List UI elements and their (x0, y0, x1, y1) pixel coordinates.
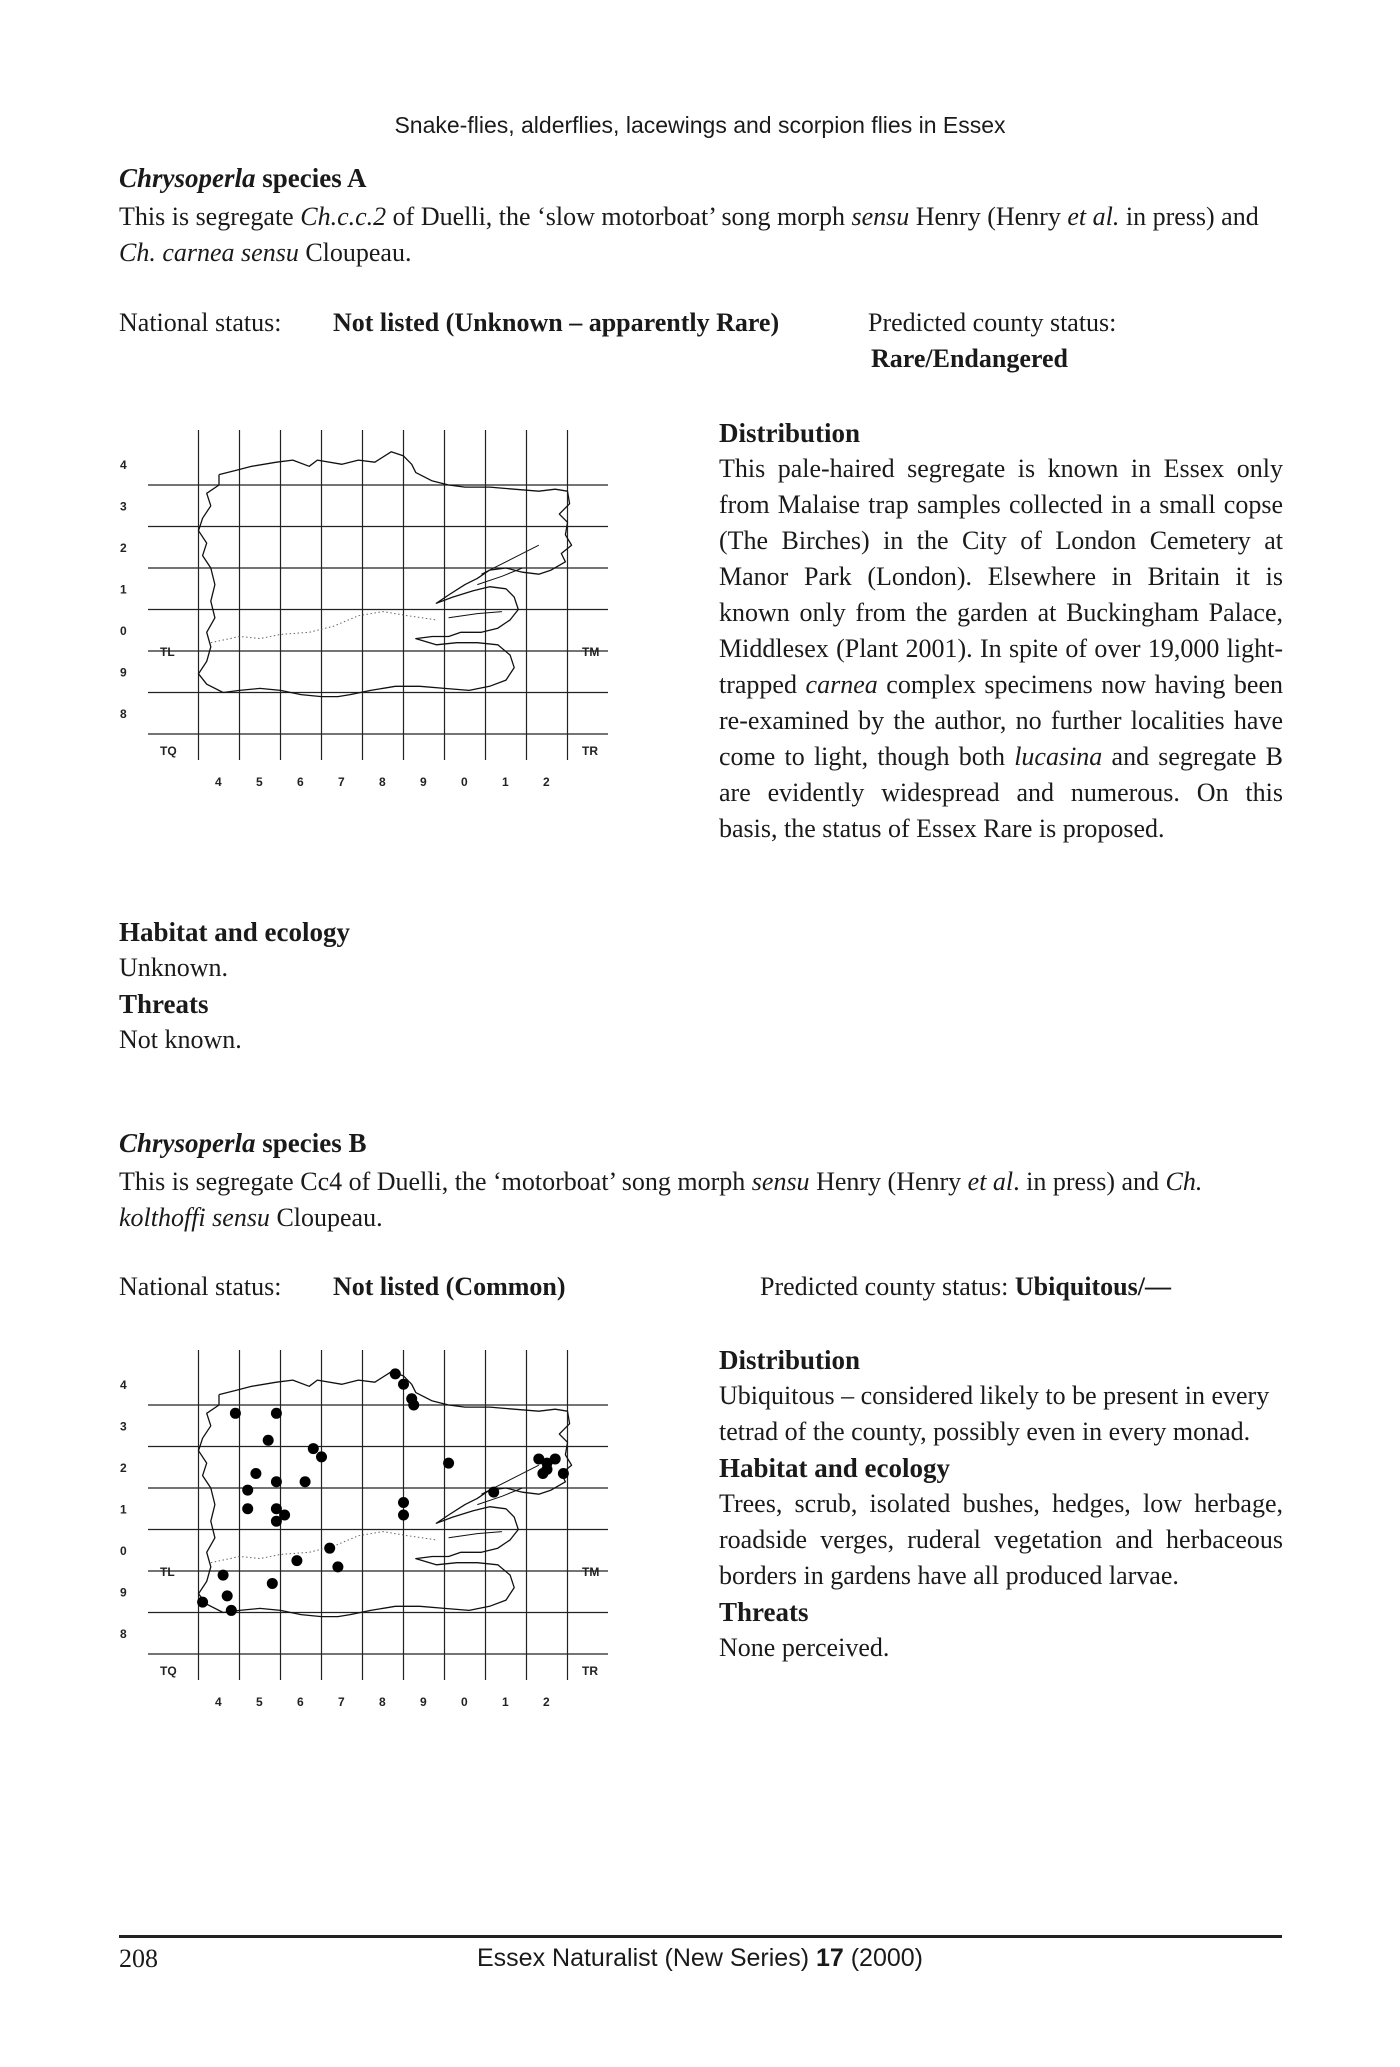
easting-label: 5 (256, 1695, 263, 1709)
easting-label: 6 (297, 775, 304, 789)
footer-rule (119, 1935, 1282, 1938)
grid-square-label-tm: TM (582, 1565, 600, 1579)
grid-square-label-tr: TR (582, 1664, 598, 1678)
record-dot (291, 1555, 302, 1566)
easting-label: 1 (502, 1695, 509, 1709)
easting-label: 2 (543, 1695, 550, 1709)
record-dot (271, 1408, 282, 1419)
species-a-threats-heading: Threats (119, 989, 209, 1019)
estuary-line (477, 568, 522, 585)
record-dot (242, 1485, 253, 1496)
running-title: Snake-flies, alderflies, lacewings and scorpion flies in Essex (394, 112, 1006, 138)
record-dot (308, 1443, 319, 1454)
species-a-county-value: Rare/Endangered (871, 344, 1068, 373)
species-b-national-value: Not listed (Common) (333, 1272, 566, 1301)
italic-run: carnea (805, 670, 878, 699)
journal-year: (2000) (843, 1944, 923, 1972)
grid-square-label-tr: TR (582, 744, 598, 758)
species-a-threats-text: Not known. (119, 1025, 242, 1054)
northing-label: 8 (120, 1627, 127, 1641)
italic-run: et al. (1067, 202, 1120, 231)
northing-label: 2 (120, 541, 127, 555)
species-b-habitat-text: Trees, scrub, isolated bushes, hedges, low herbage, roadside verges, ruderal vegetation and herbaceous borders in gardens have all produced larvae. (719, 1489, 1283, 1590)
species-b-intro (119, 1164, 1284, 1236)
vice-county-boundary (211, 612, 436, 643)
species-b-county-value: Ubiquitous/— (1014, 1272, 1171, 1301)
record-dot (324, 1543, 335, 1554)
grid-square-label-tq: TQ (160, 1664, 177, 1678)
easting-label: 8 (379, 1695, 386, 1709)
text-run: complex specimens now having been re-examined by the author, no further localities have come to light, though both (719, 670, 1283, 771)
grid-square-label-tl: TL (160, 645, 175, 659)
record-dot (263, 1435, 274, 1446)
record-dot (197, 1597, 208, 1608)
grid-square-label-tm: TM (582, 645, 600, 659)
easting-label: 4 (215, 1695, 222, 1709)
record-dot (230, 1408, 241, 1419)
record-dot (443, 1458, 454, 1469)
species-a-county-label: Predicted county status: (868, 308, 1117, 337)
record-dot (390, 1368, 401, 1379)
record-dot (218, 1570, 229, 1581)
species-b-county-label: Predicted county status: (760, 1272, 1015, 1301)
northing-label: 0 (120, 1544, 127, 1558)
grid-square-label-tl: TL (160, 1565, 175, 1579)
record-dot (398, 1509, 409, 1520)
species-b-distribution-text: Ubiquitous – considered likely to be present in every tetrad of the county, possibly even in every monad. (719, 1381, 1270, 1446)
species-b-title (119, 1128, 367, 1159)
species-b-national-label: National status: (119, 1272, 282, 1301)
northing-label: 9 (120, 1585, 127, 1600)
species-a-habitat-text: Unknown. (119, 953, 229, 982)
northing-label: 4 (120, 458, 127, 472)
record-dot (398, 1497, 409, 1508)
record-dot (488, 1487, 499, 1498)
species-b-habitat-heading: Habitat and ecology (719, 1453, 951, 1483)
italic-run: et al (967, 1167, 1014, 1196)
record-dot (222, 1590, 233, 1601)
easting-label: 9 (420, 1695, 427, 1709)
text-run: This is segregate Cc4 of Duelli, the ‘motorboat’ song morph (119, 1167, 752, 1196)
estuary-line (477, 1488, 522, 1505)
easting-label: 4 (215, 775, 222, 789)
species-a-title (119, 163, 367, 194)
record-dot (242, 1503, 253, 1514)
easting-label: 0 (461, 1695, 468, 1709)
map-content (120, 1350, 608, 1709)
county-boundary (199, 1372, 572, 1617)
record-dot (300, 1476, 311, 1487)
italic-run: Ch. kolthoffi sensu (119, 1167, 1203, 1232)
text-run: This pale-haired segregate is known in Essex only from Malaise trap samples collected in a small copse (The Birches) in the City of London Cemetery at Manor Park (London). Elsewhere in Britain it is known only from the garden at Buckingham Palace, Middlesex (Plant 2001). In spite of over 19,000 light-trapped (719, 454, 1283, 699)
species-a-distribution-heading: Distribution (719, 418, 861, 448)
easting-label: 0 (461, 775, 468, 789)
species-b-distribution-map (118, 1350, 688, 1820)
italic-run: sensu (751, 1167, 810, 1196)
record-dot (550, 1453, 561, 1464)
species-a-distribution-map (118, 430, 688, 900)
northing-label: 0 (120, 624, 127, 638)
easting-label: 1 (502, 775, 509, 789)
italic-run: Ch.c.c.2 (300, 202, 387, 231)
northing-label: 1 (120, 1502, 127, 1517)
species-a-intro (119, 199, 1284, 271)
species-a-national-value: Not listed (Unknown – apparently Rare) (333, 308, 780, 337)
record-dot (332, 1561, 343, 1572)
record-dot (267, 1578, 278, 1589)
text-run: Henry (Henry (909, 202, 1068, 231)
easting-label: 6 (297, 1695, 304, 1709)
species-b-genus: Chrysoperla (119, 1128, 256, 1158)
easting-label: 9 (420, 775, 427, 789)
species-a-habitat-heading: Habitat and ecology (119, 917, 351, 947)
text-run: in press) and (1119, 202, 1259, 231)
northing-label: 2 (120, 1461, 127, 1475)
text-run: Cloupeau. (269, 1203, 383, 1232)
text-run: Henry (Henry (809, 1167, 968, 1196)
text-run: of Duelli, the ‘slow motorboat’ song morph (386, 202, 852, 231)
italic-run: lucasina (1014, 742, 1103, 771)
record-dot (316, 1451, 327, 1462)
record-dot (558, 1468, 569, 1479)
record-dot (250, 1468, 261, 1479)
text-run: Cloupeau. (298, 238, 412, 267)
text-run: and segregate B are evidently widespread and numerous. On this basis, the status of Essex Rare is proposed. (719, 742, 1283, 843)
record-dot (537, 1468, 548, 1479)
record-dot (408, 1400, 419, 1411)
species-a-genus: Chrysoperla (119, 163, 256, 193)
northing-label: 3 (120, 1419, 127, 1434)
text-run: . in press) and (1013, 1167, 1166, 1196)
species-b-threats-heading: Threats (719, 1597, 809, 1627)
species-a-national-label: National status: (119, 308, 282, 337)
journal-name: Essex Naturalist (New Series) (476, 1944, 816, 1972)
easting-label: 7 (338, 1695, 345, 1709)
italic-run: Ch. carnea sensu (119, 238, 299, 267)
species-a-habitat-threats (119, 914, 719, 1058)
species-b-text-column (719, 1342, 1283, 1666)
species-b-distribution-heading: Distribution (719, 1345, 861, 1375)
easting-label: 8 (379, 775, 386, 789)
journal-volume: 17 (815, 1944, 844, 1972)
estuary-line (481, 545, 538, 574)
record-dot (226, 1605, 237, 1616)
northing-label: 3 (120, 499, 127, 514)
easting-label: 2 (543, 775, 550, 789)
species-a-title-rest: species A (255, 163, 367, 193)
northing-label: 8 (120, 707, 127, 721)
county-boundary (199, 452, 572, 697)
text-run: This is segregate (119, 202, 301, 231)
vice-county-boundary (211, 1532, 436, 1563)
northing-label: 4 (120, 1378, 127, 1392)
italic-run: sensu (851, 202, 910, 231)
record-dot (398, 1379, 409, 1390)
record-dot (271, 1516, 282, 1527)
species-b-county (760, 1272, 1171, 1302)
species-b-threats-text: None perceived. (719, 1633, 890, 1662)
northing-label: 9 (120, 665, 127, 680)
estuary-line (449, 612, 502, 618)
journal-citation (0, 1944, 1400, 1973)
species-a-distribution-text (719, 451, 1283, 847)
page-number: 208 (119, 1944, 158, 1973)
estuary-line (449, 1532, 502, 1538)
easting-label: 5 (256, 775, 263, 789)
grid-square-label-tq: TQ (160, 744, 177, 758)
species-b-title-rest: species B (255, 1128, 367, 1158)
record-dot (271, 1476, 282, 1487)
northing-label: 1 (120, 582, 127, 597)
easting-label: 7 (338, 775, 345, 789)
map-content (120, 430, 608, 789)
species-a-distribution (719, 415, 1283, 847)
